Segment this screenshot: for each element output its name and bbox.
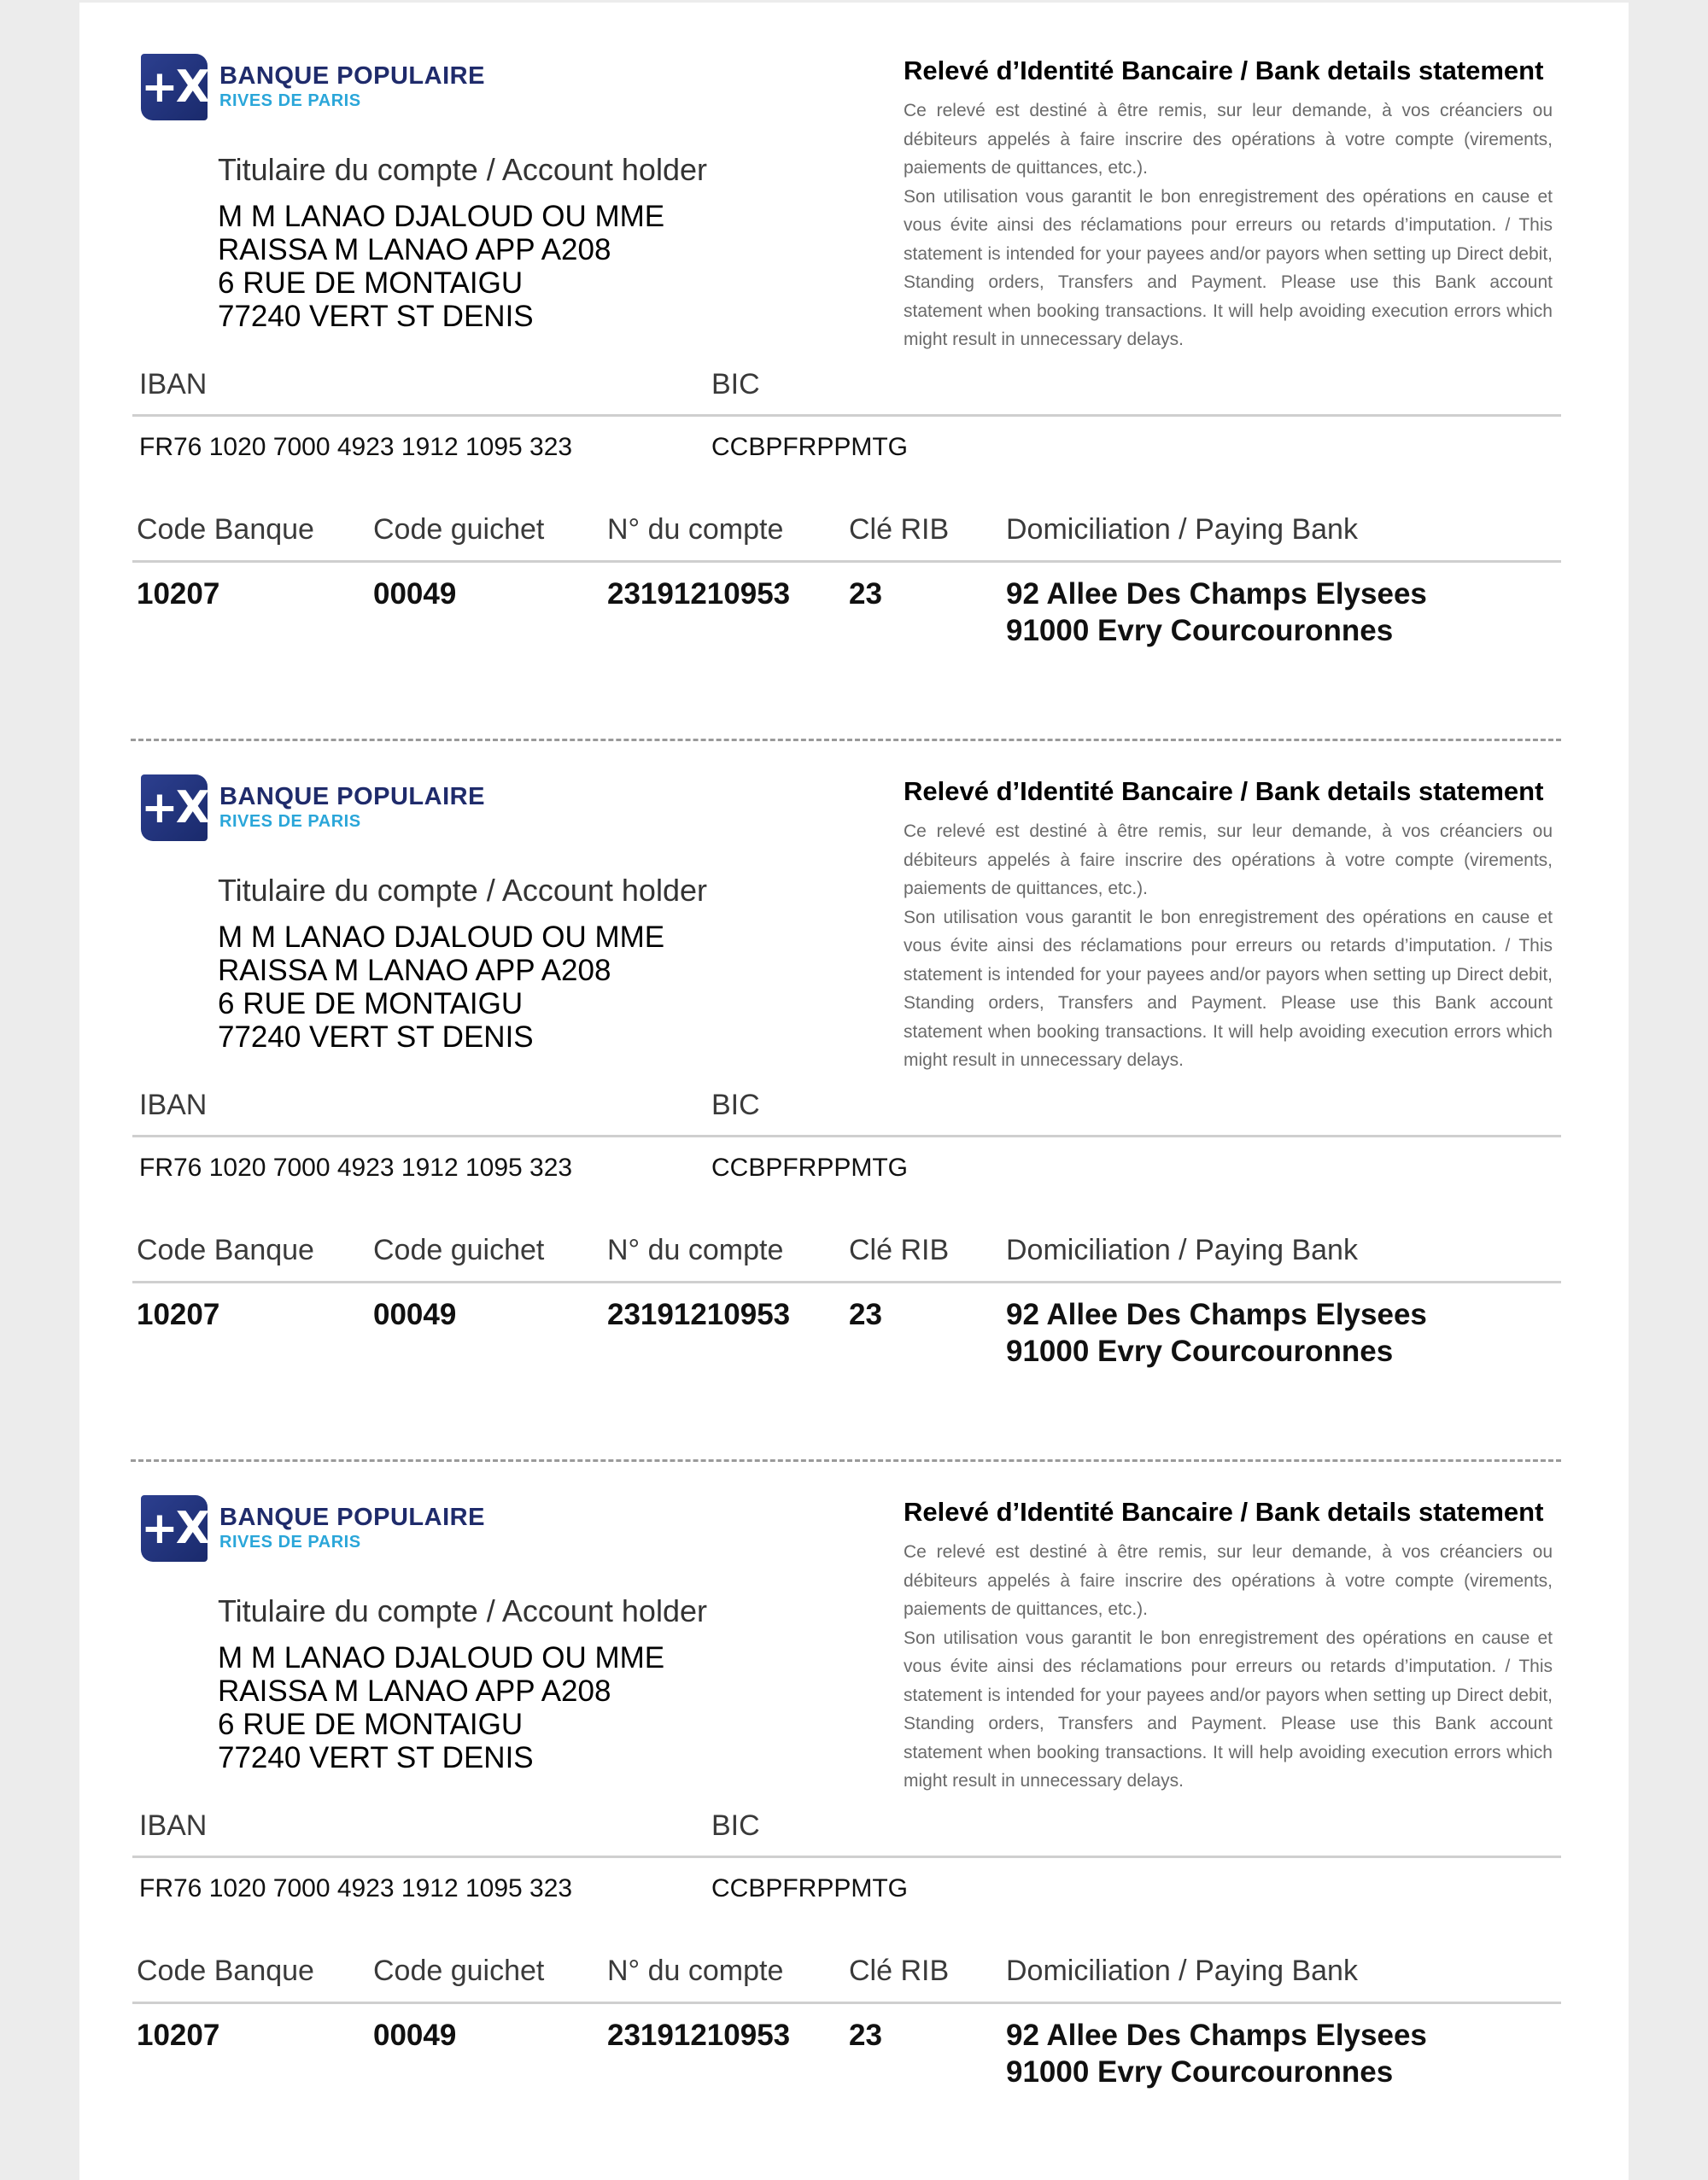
- statement-paragraph-2: Son utilisation vous garantit le bon enregistrement des opérations en cause et vous évite ainsi des réclamations pour erreurs ou retards d’imputation. / This statement is intended for your payees and/or payors when setting up Direct debit, Standing orders, Transfers and Payment. Please use this Bank account statement when booking transactions. It will help avoiding execution errors which might result in unnecessary delays.: [904, 1628, 1553, 1791]
- bank-subname: RIVES DE PARIS: [219, 812, 361, 831]
- statement-block: [904, 776, 1553, 1075]
- statement-block: [904, 1497, 1553, 1796]
- domiciliation-line-1: 92 Allee Des Champs Elysees: [1006, 1298, 1427, 1331]
- code-banque-value: 10207: [137, 2019, 220, 2052]
- holder-line: 6 RUE DE MONTAIGU: [218, 266, 524, 300]
- statement-paragraph-2: Son utilisation vous garantit le bon enregistrement des opérations en cause et vous évite ainsi des réclamations pour erreurs ou retards d’imputation. / This statement is intended for your payees and/or payors when setting up Direct debit, Standing orders, Transfers and Payment. Please use this Bank account statement when booking transactions. It will help avoiding execution errors which might result in unnecessary delays.: [904, 186, 1553, 349]
- rib-copy-2: [79, 723, 1629, 1423]
- bank-subname: RIVES DE PARIS: [219, 91, 361, 110]
- domiciliation-line-2: 91000 Evry Courcouronnes: [1006, 1335, 1394, 1368]
- holder-line: 6 RUE DE MONTAIGU: [218, 987, 524, 1020]
- holder-line: RAISSA M LANAO APP A208: [218, 954, 611, 987]
- numero-compte-value: 23191210953: [607, 2019, 791, 2052]
- cle-rib-value: 23: [849, 2019, 882, 2052]
- divider: [132, 1281, 1561, 1283]
- bank-name: BANQUE POPULAIRE: [219, 783, 485, 810]
- bank-logo-mark: +X: [141, 1495, 208, 1562]
- account-holder-block: [218, 873, 816, 1054]
- statement-paragraph-1: Ce relevé est destiné à être remis, sur leur demande, à vos créanciers ou débiteurs appelés à faire inscrire des opérations à votre compte (virements, paiements de quittances, etc.).: [904, 1542, 1553, 1619]
- code-banque-label: Code Banque: [137, 1234, 314, 1266]
- statement-text: [904, 1538, 1553, 1796]
- numero-compte-label: N° du compte: [607, 1234, 784, 1266]
- bank-logo-mark: +X: [141, 54, 208, 120]
- bic-value: CCBPFRPPMTG: [711, 433, 909, 461]
- document-page: [79, 3, 1629, 2180]
- holder-line: M M LANAO DJALOUD OU MME: [218, 200, 665, 233]
- divider: [132, 1856, 1561, 1858]
- cle-rib-label: Clé RIB: [849, 513, 950, 546]
- account-holder-block: [218, 152, 816, 333]
- bic-value: CCBPFRPPMTG: [711, 1874, 909, 1902]
- iban-label: IBAN: [139, 1089, 208, 1121]
- iban-label: IBAN: [139, 368, 208, 400]
- numero-compte-value: 23191210953: [607, 577, 791, 611]
- code-banque-value: 10207: [137, 1298, 220, 1331]
- code-banque-label: Code Banque: [137, 1955, 314, 1987]
- code-guichet-label: Code guichet: [373, 513, 545, 546]
- iban-value: FR76 1020 7000 4923 1912 1095 323: [139, 433, 573, 461]
- rib-copy-3: [79, 1444, 1629, 2144]
- holder-line: RAISSA M LANAO APP A208: [218, 1674, 611, 1708]
- iban-label: IBAN: [139, 1809, 208, 1842]
- divider: [132, 2002, 1561, 2004]
- holder-line: 6 RUE DE MONTAIGU: [218, 1708, 524, 1741]
- statement-paragraph-1: Ce relevé est destiné à être remis, sur leur demande, à vos créanciers ou débiteurs appelés à faire inscrire des opérations à votre compte (virements, paiements de quittances, etc.).: [904, 821, 1553, 898]
- bank-name: BANQUE POPULAIRE: [219, 1504, 485, 1531]
- numero-compte-value: 23191210953: [607, 1298, 791, 1331]
- divider: [132, 560, 1561, 563]
- code-guichet-label: Code guichet: [373, 1234, 545, 1266]
- domiciliation-line-2: 91000 Evry Courcouronnes: [1006, 2055, 1394, 2089]
- cle-rib-label: Clé RIB: [849, 1234, 950, 1266]
- holder-line: RAISSA M LANAO APP A208: [218, 233, 611, 266]
- holder-line: 77240 VERT ST DENIS: [218, 1741, 534, 1774]
- holder-line: M M LANAO DJALOUD OU MME: [218, 1641, 665, 1674]
- statement-paragraph-2: Son utilisation vous garantit le bon enregistrement des opérations en cause et vous évite ainsi des réclamations pour erreurs ou retards d’imputation. / This statement is intended for your payees and/or payors when setting up Direct debit, Standing orders, Transfers and Payment. Please use this Bank account statement when booking transactions. It will help avoiding execution errors which might result in unnecessary delays.: [904, 907, 1553, 1070]
- account-holder-label: Titulaire du compte / Account holder: [218, 1593, 707, 1628]
- statement-block: [904, 56, 1553, 354]
- domiciliation-line-1: 92 Allee Des Champs Elysees: [1006, 577, 1427, 611]
- divider: [132, 414, 1561, 417]
- code-guichet-value: 00049: [373, 577, 457, 611]
- holder-line: 77240 VERT ST DENIS: [218, 300, 534, 333]
- cle-rib-value: 23: [849, 577, 882, 611]
- statement-text: [904, 817, 1553, 1075]
- statement-paragraph-1: Ce relevé est destiné à être remis, sur leur demande, à vos créanciers ou débiteurs appelés à faire inscrire des opérations à votre compte (virements, paiements de quittances, etc.).: [904, 101, 1553, 178]
- iban-value: FR76 1020 7000 4923 1912 1095 323: [139, 1154, 573, 1182]
- domiciliation-line-2: 91000 Evry Courcouronnes: [1006, 614, 1394, 647]
- account-holder-label: Titulaire du compte / Account holder: [218, 152, 707, 187]
- bic-value: CCBPFRPPMTG: [711, 1154, 909, 1182]
- statement-title: Relevé d’Identité Bancaire / Bank details statement: [904, 1497, 1544, 1527]
- bank-logo: [141, 774, 500, 843]
- holder-line: M M LANAO DJALOUD OU MME: [218, 921, 665, 954]
- cle-rib-value: 23: [849, 1298, 882, 1331]
- bic-label: BIC: [711, 1089, 760, 1121]
- cle-rib-label: Clé RIB: [849, 1955, 950, 1987]
- domiciliation-label: Domiciliation / Paying Bank: [1006, 1234, 1358, 1266]
- numero-compte-label: N° du compte: [607, 513, 784, 546]
- account-holder-label: Titulaire du compte / Account holder: [218, 873, 707, 908]
- statement-text: [904, 96, 1553, 354]
- statement-title: Relevé d’Identité Bancaire / Bank details statement: [904, 56, 1544, 85]
- bank-logo: [141, 1495, 500, 1563]
- bank-name: BANQUE POPULAIRE: [219, 62, 485, 90]
- bank-subname: RIVES DE PARIS: [219, 1533, 361, 1552]
- code-guichet-label: Code guichet: [373, 1955, 545, 1987]
- code-banque-label: Code Banque: [137, 513, 314, 546]
- bic-label: BIC: [711, 368, 760, 400]
- code-guichet-value: 00049: [373, 1298, 457, 1331]
- iban-value: FR76 1020 7000 4923 1912 1095 323: [139, 1874, 573, 1902]
- code-guichet-value: 00049: [373, 2019, 457, 2052]
- holder-line: 77240 VERT ST DENIS: [218, 1020, 534, 1054]
- bic-label: BIC: [711, 1809, 760, 1842]
- rib-copy-1: [79, 3, 1629, 703]
- statement-title: Relevé d’Identité Bancaire / Bank details statement: [904, 776, 1544, 806]
- domiciliation-label: Domiciliation / Paying Bank: [1006, 513, 1358, 546]
- bank-logo-mark: +X: [141, 774, 208, 841]
- account-holder-block: [218, 1593, 816, 1774]
- bank-logo: [141, 54, 500, 122]
- code-banque-value: 10207: [137, 577, 220, 611]
- numero-compte-label: N° du compte: [607, 1955, 784, 1987]
- domiciliation-line-1: 92 Allee Des Champs Elysees: [1006, 2019, 1427, 2052]
- domiciliation-label: Domiciliation / Paying Bank: [1006, 1955, 1358, 1987]
- divider: [132, 1135, 1561, 1137]
